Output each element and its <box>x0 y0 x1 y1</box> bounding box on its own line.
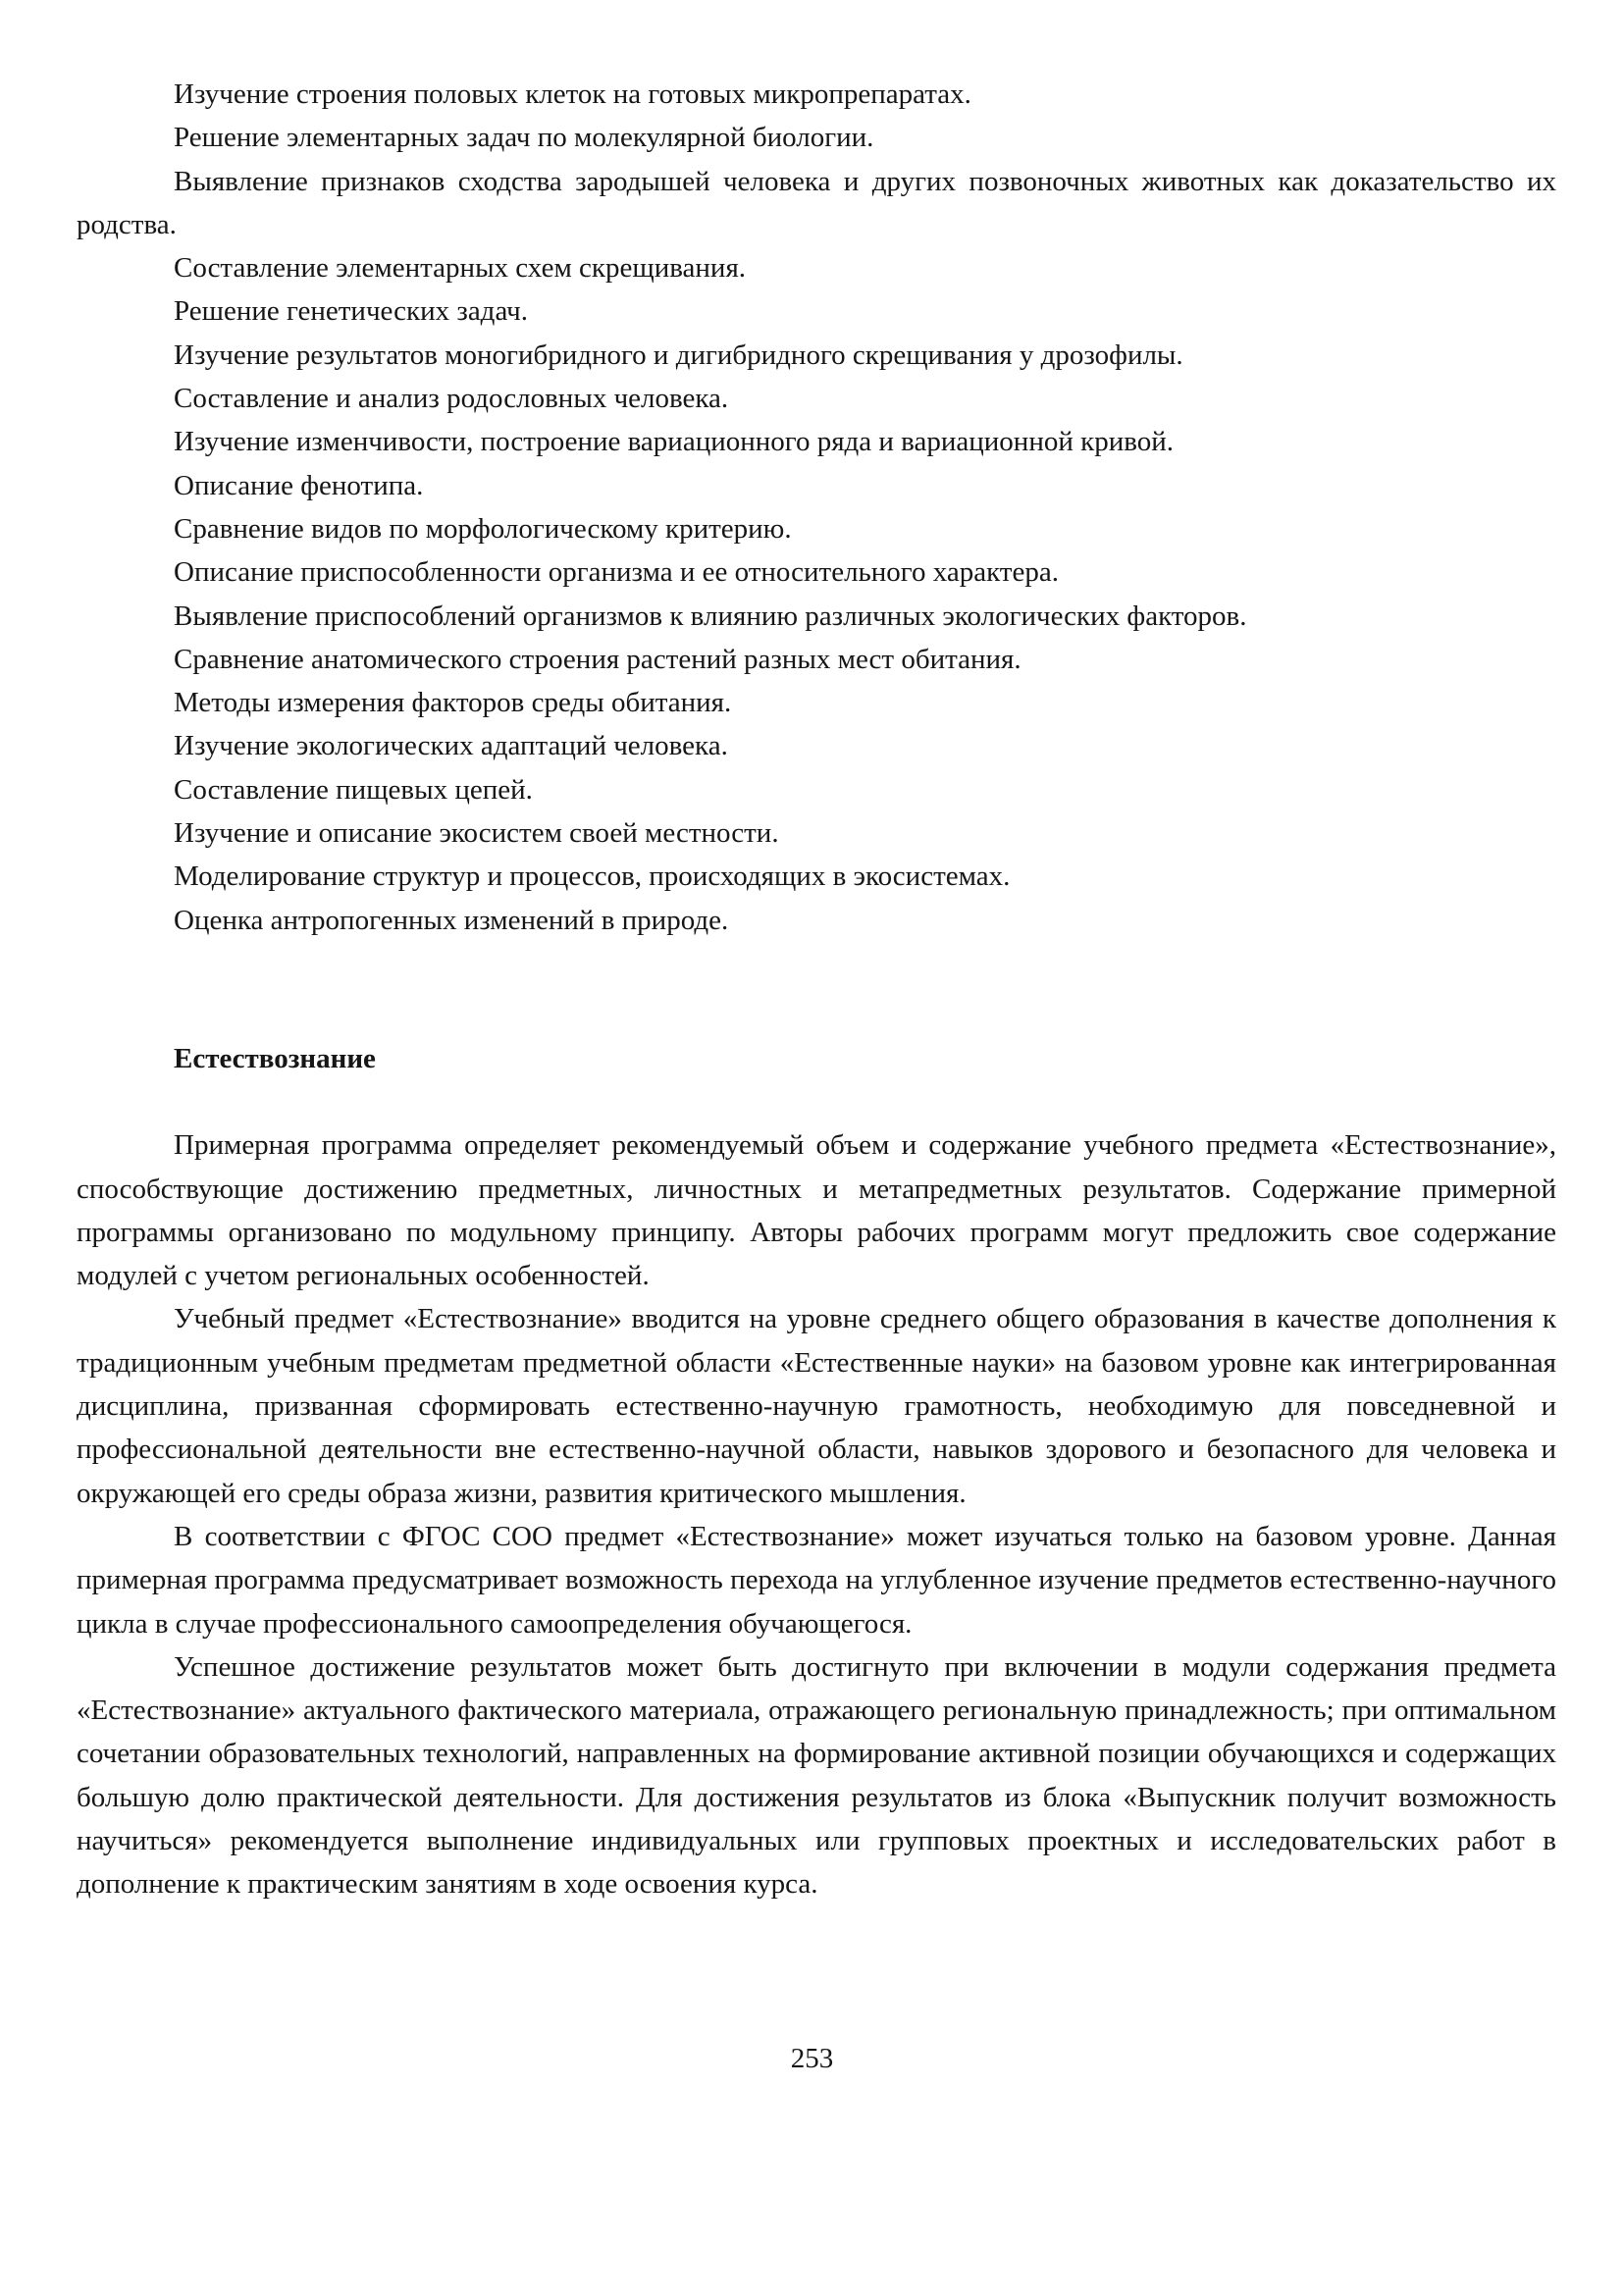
list-item: Методы измерения факторов среды обитания. <box>174 687 732 719</box>
practical-work-list <box>77 73 1556 942</box>
list-item: Моделирование структур и процессов, происходящих в экосистемах. <box>174 861 1011 893</box>
list-item: Изучение строения половых клеток на готовых микропрепаратах. <box>174 78 971 110</box>
list-item: Выявление приспособлений организмов к влиянию различных экологических факторов. <box>174 600 1247 632</box>
section-body <box>77 1123 1556 1905</box>
list-item: Сравнение анатомического строения растений разных мест обитания. <box>174 643 1022 675</box>
paragraph: Успешное достижение результатов может быть достигнуто при включении в модули содержания предмета «Естествознание» актуального фактического материала, отражающего региональную принадлежность; при оптимальном сочетании образовательных технологий, направленных на формирование активной позиции обучающихся и содержащих большую долю практической деятельности. Для достижения результатов из блока «Выпускник получит возможность научиться» рекомендуется выполнение индивидуальных или групповых проектных и исследовательских работ в дополнение к практическим занятиям в ходе освоения курса. <box>77 1650 1556 1901</box>
list-item: Оценка антропогенных изменений в природе. <box>174 904 729 936</box>
list-item: Описание фенотипа. <box>174 469 424 501</box>
paragraph: Учебный предмет «Естествознание» вводится на уровне среднего общего образования в качестве дополнения к традиционным учебным предметам предметной области «Естественные науки» на базовом уровне как интегрированная дисциплина, призванная сформировать естественно-научную грамотность, необходимую для повседневной и профессиональной деятельности вне естественно-научной области, навыков здорового и безопасного для человека и окружающей его среды образа жизни, развития критического мышления. <box>77 1303 1556 1509</box>
document-page <box>77 73 1556 1906</box>
page-number: 253 <box>790 2043 834 2074</box>
list-item: Изучение и описание экосистем своей местности. <box>174 817 779 850</box>
list-item: Сравнение видов по морфологическому критерию. <box>174 512 792 545</box>
list-item: Описание приспособленности организма и ее относительного характера. <box>174 556 1059 589</box>
list-item: Составление пищевых цепей. <box>174 773 533 806</box>
paragraph: В соответствии с ФГОС СОО предмет «Естествознание» может изучаться только на базовом уровне. Данная примерная программа предусматривает возможность перехода на углубленное изучение предметов естественно-научного цикла в случае профессионального самоопределения обучающегося. <box>77 1520 1556 1640</box>
list-item: Решение элементарных задач по молекулярной биологии. <box>174 122 874 154</box>
list-item: Выявление признаков сходства зародышей человека и других позвоночных животных как доказательство их родства. <box>77 165 1556 240</box>
section-title: Естествознание <box>174 1042 376 1074</box>
list-item: Составление элементарных схем скрещивания. <box>174 252 747 285</box>
list-item: Изучение изменчивости, построение вариационного ряда и вариационной кривой. <box>174 426 1174 458</box>
list-item: Изучение результатов моногибридного и дигибридного скрещивания у дрозофилы. <box>174 339 1183 371</box>
paragraph: Примерная программа определяет рекомендуемый объем и содержание учебного предмета «Естествознание», способствующие достижению предметных, личностных и метапредметных результатов. Содержание примерной программы организовано по модульному принципу. Авторы рабочих программ могут предложить свое содержание модулей с учетом региональных особенностей. <box>77 1129 1556 1292</box>
list-item: Решение генетических задач. <box>174 295 528 328</box>
list-item: Составление и анализ родословных человека. <box>174 383 729 415</box>
list-item: Изучение экологических адаптаций человека. <box>174 730 728 762</box>
